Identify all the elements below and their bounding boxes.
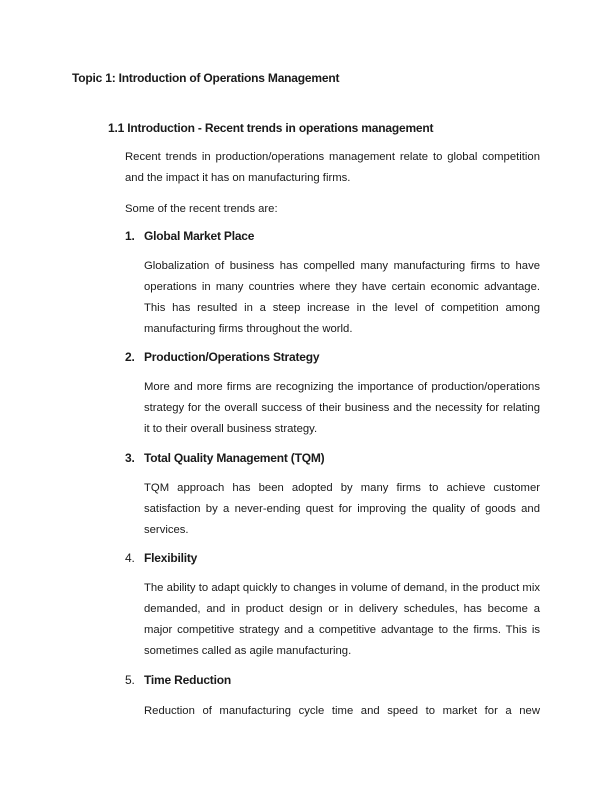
list-item-body: Globalization of business has compelled many manufacturing firms to have operations in many countries where they have certain economic advantage. This has resulted in a steep increase in the level of competition among manufacturing firms throughout the world.	[144, 260, 540, 335]
list-item-number: 5.	[125, 673, 135, 687]
section-heading: 1.1 Introduction - Recent trends in operations management	[108, 121, 434, 135]
list-item-body: More and more firms are recognizing the importance of production/operations strategy for the overall success of their business and the necessity for relating it to their overall business strategy.	[144, 381, 540, 435]
list-item-title: Total Quality Management (TQM)	[144, 451, 325, 465]
list-item-number: 1.	[125, 229, 135, 243]
intro-paragraph: Recent trends in production/operations management relate to global competition and the impact it has on manufacturing firms.	[125, 151, 540, 184]
list-item-title: Production/Operations Strategy	[144, 350, 320, 364]
list-item-body: TQM approach has been adopted by many firms to achieve customer satisfaction by a never-ending quest for improving the quality of goods and services.	[144, 482, 540, 536]
list-item-title: Time Reduction	[144, 673, 231, 687]
list-item-body: The ability to adapt quickly to changes in volume of demand, in the product mix demanded, and in product design or in delivery schedules, has become a major competitive strategy and a competitive advantage to the firms. This is sometimes called as agile manufacturing.	[144, 582, 540, 657]
list-item-number: 4.	[125, 551, 135, 565]
list-item-title: Global Market Place	[144, 229, 255, 243]
list-item-title: Flexibility	[144, 551, 198, 565]
list-item-body: Reduction of manufacturing cycle time and speed to market for a new	[144, 705, 540, 717]
topic-heading: Topic 1: Introduction of Operations Management	[72, 71, 340, 85]
lead-in-text: Some of the recent trends are:	[125, 203, 278, 215]
list-item-number: 3.	[125, 451, 135, 465]
list-item-number: 2.	[125, 350, 135, 364]
